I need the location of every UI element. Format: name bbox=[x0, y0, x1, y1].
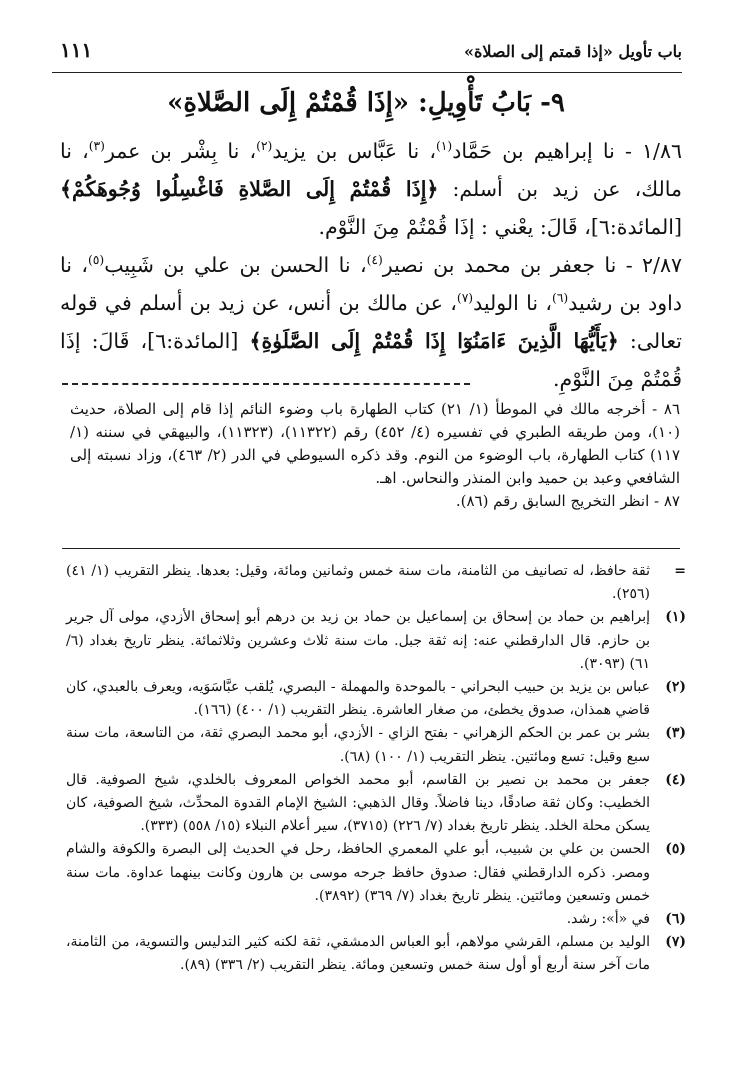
footnote-ref[interactable]: (١) bbox=[435, 139, 453, 154]
hadith-text: ، عن مالك بن أنس، عن زيد بن أسلم في قوله تعالى: bbox=[60, 291, 682, 353]
footnote-continuation bbox=[66, 560, 686, 606]
footnote-ref[interactable]: (٤) bbox=[366, 253, 383, 268]
footnote-marker: (٢) bbox=[665, 679, 686, 696]
running-header bbox=[52, 36, 682, 73]
quran-verse: ﴿إِذَا قُمْتُمْ إِلَى الصَّلاةِ فَاغْسِلُوا وُجُوهَكُمْ﴾ bbox=[60, 177, 439, 201]
footnote-4 bbox=[66, 769, 686, 839]
footnote-6 bbox=[66, 908, 686, 931]
footnote-text: جعفر بن محمد بن نصير بن القاسم، أبو محمد الخواص المعروف بالخلدي، شيخ الصوفية. قال الخطيب: وكان ثقة صادقًا، دينا فاضلاً. وقال الذهبي: الشيخ الإمام القدوة المحدِّث، شيخ الصوفية، كان يسكن محلة الخلد. ينظر تاريخ بغداد (٧/ ٢٢٦) (٣٧١٥)، سير أعلام النبلاء (١٥/ ٥٥٨) (٣٣٣). bbox=[66, 771, 650, 835]
footnote-text: في «أ»: رشد. bbox=[566, 911, 650, 928]
main-text bbox=[60, 132, 682, 398]
footnote-text: عباس بن يزيد بن حبيب البحراني - بالموحدة والمهملة - البصري، يُلقب عبَّاسَوَيه، ويعرف بالعبدي، كان قاضي همذان، صدوق يخطئ، من صغار العاشرة. ينظر التقريب (١/ ٤٠٠) (١٦٦). bbox=[66, 679, 650, 719]
hadith-text: [المائدة:٦]، قَالَ: إذَا قُمْتُمْ مِنَ النَّوْمِ. bbox=[60, 329, 682, 391]
quran-verse: ﴿يَأَيُّهَا الَّذِينَ ءَامَنُوٓا إِذَا قُمْتُمْ إِلَى الصَّلَوٰةِ﴾ bbox=[249, 329, 619, 353]
hadith-text: ، نا داود بن رشيد bbox=[60, 253, 682, 315]
footnote-marker: (٤) bbox=[665, 771, 686, 788]
footnote-marker: (٣) bbox=[665, 725, 686, 742]
footnote-marker: (٥) bbox=[665, 841, 686, 858]
footnote-marker: = bbox=[674, 563, 686, 579]
footnote-ref[interactable]: (٧) bbox=[456, 291, 474, 306]
hadith-number: ٢/٨٧ bbox=[642, 253, 682, 277]
footnote-text: بشر بن عمر بن الحكم الزهراني - بفتح الزاي - الأزدي، أبو محمد البصري ثقة، من التاسعة، مات سنة سبع وقيل: تسع ومائتين. ينظر التقريب (١/ ١٠٠) (٦٨). bbox=[66, 725, 650, 765]
footnote-ref[interactable]: (٣) bbox=[88, 139, 105, 154]
hadith-text: ، نا الوليد bbox=[473, 291, 552, 315]
footnote-2 bbox=[66, 676, 686, 722]
chapter-heading: ٩- بَابُ تَأْوِيلِ: «إِذَا قُمْتُمْ إِلَى الصَّلاةِ» bbox=[167, 88, 565, 118]
footnotes bbox=[66, 560, 686, 978]
takhrij-86: ٨٦ - أخرجه مالك في الموطأ (١/ ٢١) كتاب الطهارة باب وضوء النائم إذا قام إلى الصلاة، حديث (١٠)، ومن طريقه الطبري في تفسيره (٤/ ٤٥٢) رقم (١١٣٢٢)، (١١٣٢٣)، والبيهقي في سننه (١/ ١١٧) كتاب الطهارة، باب الوضوء من النوم. وقد ذكره السيوطي في الدر (٢/ ٤٦٣)، وزاد نسبته إلى الشافعي وعبد بن حميد وابن المنذر والنحاس. اهـ. bbox=[70, 400, 681, 487]
page-number: ١١١ bbox=[60, 38, 93, 62]
footnote-text: إبراهيم بن حماد بن إسحاق بن إسماعيل بن حماد بن زيد بن درهم أبو إسحاق الأزدي، مولى آل جرير بن حازم. قال الدارقطني عنه: إنه ثقة جبل. مات سنة ثلاث وعشرين وثلاثمائة. ينظر تاريخ بغداد (٦/ ٦١) (٣٠٩٣). bbox=[66, 609, 650, 672]
footnote-text: الحسن بن علي بن شبيب، أبو علي المعمري الحافظ، رحل في الحديث إلى البصرة والكوفة والشام ومصر. ذكره الدارقطني فقال: صدوق حافظ جرحه موسى بن هارون وكانت بينهما عداوة. مات سنة خمس وتسعين ومائتين. ينظر تاريخ بغداد (٧/ ٣٦٩) (٣٨٩٢). bbox=[66, 841, 650, 904]
hadith-87 bbox=[60, 246, 682, 398]
hadith-text: [المائدة:٦]، قَالَ: يعْني : إذَا قُمْتُمْ مِنَ النَّوْم. bbox=[318, 215, 682, 239]
takhrij-87: ٨٧ - انظر التخريج السابق رقم (٨٦). bbox=[455, 492, 680, 510]
hadith-text: ، نا عَبَّاس بن يزيد bbox=[272, 139, 436, 163]
footnote-marker: (١) bbox=[665, 609, 686, 626]
running-title: باب تأويل «إذا قمتم إلى الصلاة» bbox=[463, 42, 682, 61]
footnote-1 bbox=[66, 606, 686, 676]
footnote-marker: (٦) bbox=[665, 911, 686, 928]
footnote-ref[interactable]: (٢) bbox=[256, 139, 273, 154]
hadith-86 bbox=[60, 132, 682, 246]
takhrij-notes bbox=[70, 398, 680, 513]
hadith-text: ، نا مالك، عن زيد بن أسلم: bbox=[60, 139, 682, 201]
hadith-text: - نا إبراهيم بن حَمَّاد bbox=[452, 139, 643, 163]
footnote-marker: (٧) bbox=[665, 934, 686, 951]
hadith-text: - نا جعفر بن محمد بن نصير bbox=[382, 253, 643, 277]
footnote-3 bbox=[66, 722, 686, 768]
footnote-5 bbox=[66, 838, 686, 908]
footnote-ref[interactable]: (٥) bbox=[87, 253, 105, 268]
footnote-text: ثقة حافظ، له تصانيف من الثامنة، مات سنة خمس وثمانين ومائة، وقيل: بعدها. ينظر التقريب (١/ ٤١) (٢٥٦). bbox=[66, 563, 650, 603]
hadith-text: ، نا بِشْر بن عمر bbox=[104, 139, 257, 163]
hadith-number: ١/٨٦ bbox=[642, 139, 682, 163]
footnote-divider bbox=[62, 548, 680, 549]
hadith-text: ، نا الحسن بن علي بن شَبِيب bbox=[104, 253, 367, 277]
dashed-divider bbox=[62, 383, 470, 385]
footnote-ref[interactable]: (٦) bbox=[551, 291, 569, 306]
footnote-text: الوليد بن مسلم، القرشي مولاهم، أبو العباس الدمشقي، ثقة لكنه كثير التدليس والتسوية، من الثامنة، مات آخر سنة أربع أو أول سنة خمس وتسعين ومائة. ينظر التقريب (٢/ ٣٣٦) (٨٩). bbox=[66, 934, 650, 974]
footnote-7 bbox=[66, 931, 686, 977]
